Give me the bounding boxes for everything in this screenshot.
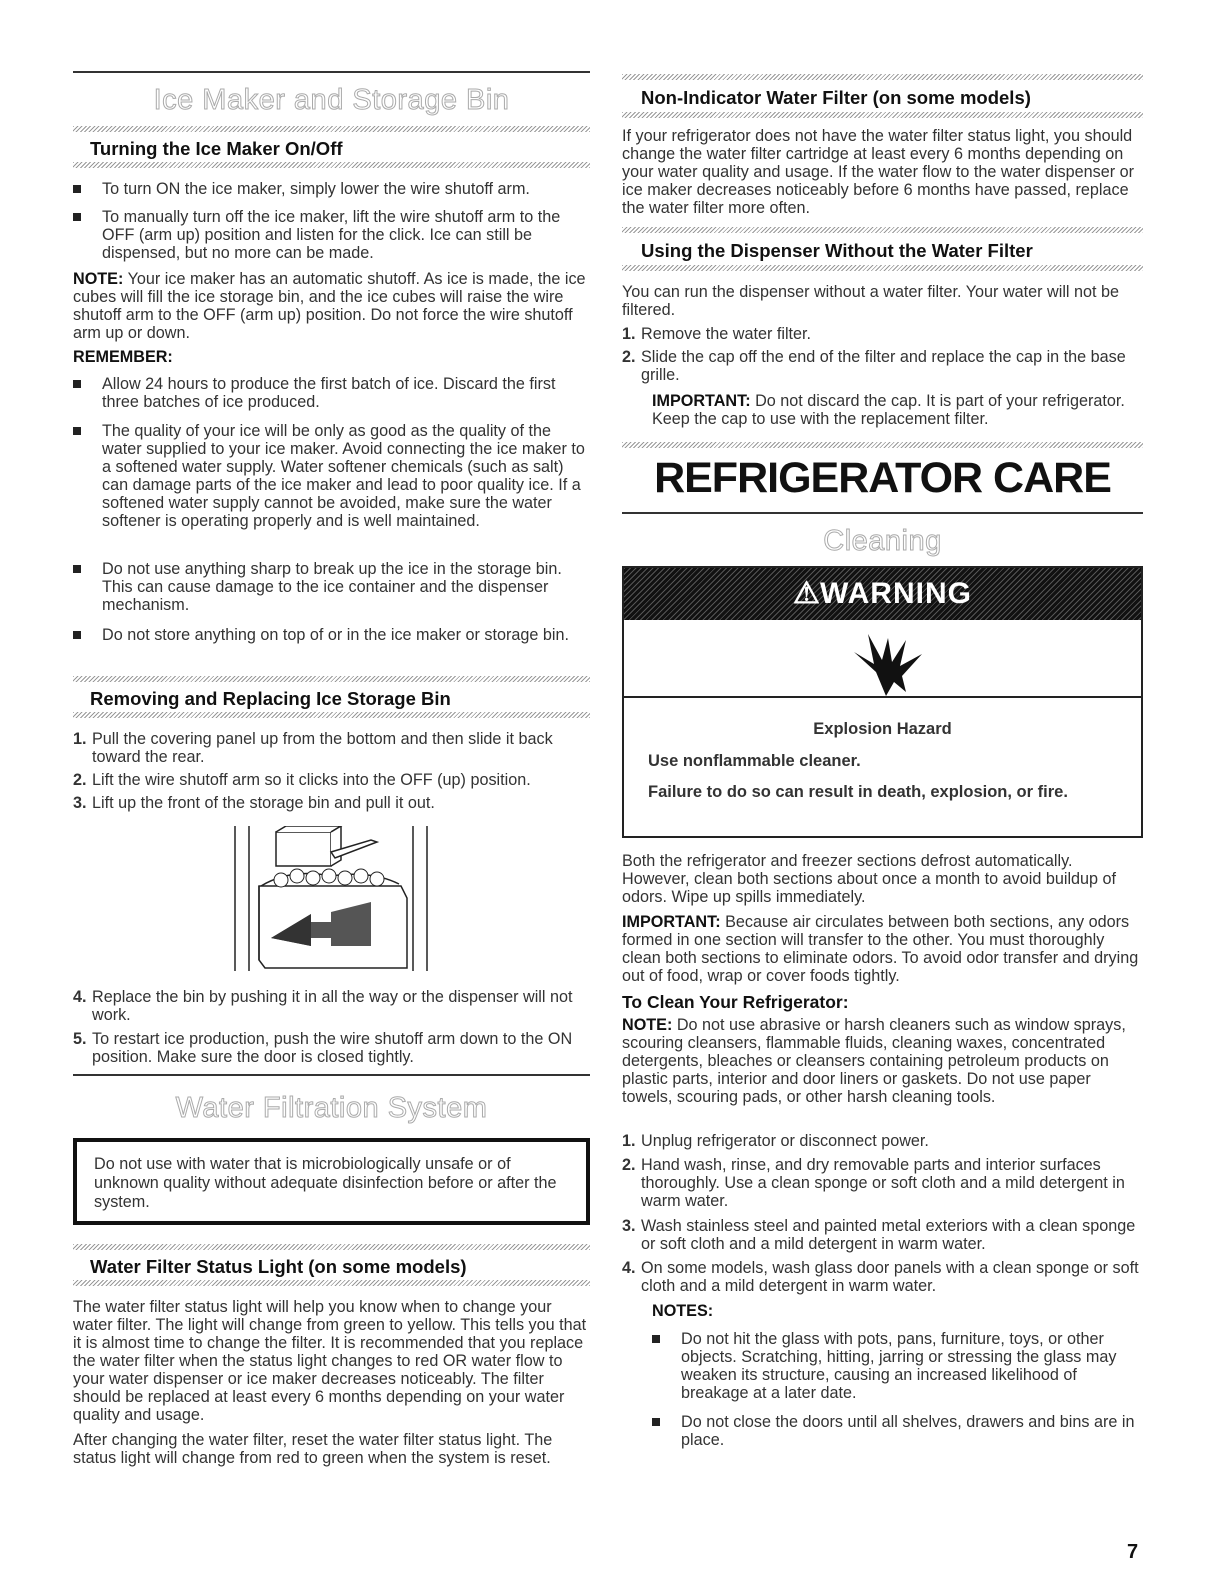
hatch-rule [73, 676, 590, 682]
warning-line-1: Use nonflammable cleaner. [648, 752, 861, 770]
hatch-rule [73, 1280, 590, 1286]
bullet-icon [73, 631, 81, 639]
bullet-icon [652, 1418, 660, 1426]
step-item: 2. Slide the cap off the end of the filter and replace the cap in the base grille. [622, 348, 1126, 384]
status-reset-paragraph: After changing the water filter, reset the water filter status light. The status light will change from red to green when the system is reset. [73, 1431, 553, 1467]
section-title-cleaning: Cleaning [823, 525, 942, 557]
warning-icon: ⚠ [793, 577, 820, 610]
cleaning-important-paragraph: IMPORTANT: Because air circulates between both sections, any odors formed in one section will transfer to the other. You must thoroughly clean both sections to eliminate odors. To avoid odor transfer and drying out of food, wrap or cover foods tightly. [622, 913, 1139, 985]
note-paragraph: NOTE: Your ice maker has an automatic shutoff. As ice is made, the ice cubes will fill the ice storage bin, and the ice cubes will raise the wire shutoff arm to the OFF (arm up) position. Do not force the wire shutoff arm up or down. [73, 270, 586, 342]
heading-removing-bin: Removing and Replacing Ice Storage Bin [90, 688, 451, 709]
remember-label: REMEMBER: [73, 348, 173, 366]
step-item: 3. Lift up the front of the storage bin and pull it out. [73, 794, 435, 812]
section-rule [73, 1074, 590, 1076]
filtration-warning-text: Do not use with water that is microbiologically unsafe or of unknown quality without adequate disinfection before or after the system. [94, 1155, 557, 1211]
section-rule [622, 512, 1143, 514]
hatch-rule [622, 227, 1143, 233]
bullet-icon [73, 380, 81, 388]
cleaning-note-paragraph: NOTE: Do not use abrasive or harsh cleaners such as window sprays, scouring cleansers, flammable fluids, cleaning waxes, concentrated detergents, bleaches or cleansers containing petroleum products on plastic parts, interior and door liners or gaskets. Do not use paper towels, scouring pads, or other harsh cleaning tools. [622, 1016, 1126, 1106]
hatch-rule [73, 1244, 590, 1250]
step-item: 1. Pull the covering panel up from the bottom and then slide it back toward the rear. [73, 730, 553, 766]
list-item: Do not use anything sharp to break up the ice in the storage bin. This can cause damage to the ice container and the dispenser mechanism. [73, 560, 590, 614]
bullet-icon [73, 185, 81, 193]
list-item: Do not close the doors until all shelves, drawers and bins are in place. [652, 1413, 1143, 1449]
heading-status-light: Water Filter Status Light (on some models) [90, 1256, 467, 1277]
bullet-icon [652, 1335, 660, 1343]
warning-box [622, 566, 1143, 838]
step-item: 1. Unplug refrigerator or disconnect power. [622, 1132, 929, 1150]
page-section-title: REFRIGERATOR CARE [654, 454, 1111, 502]
page-number: 7 [1127, 1541, 1139, 1563]
list-item: Allow 24 hours to produce the first batch of ice. Discard the first three batches of ice produced. [73, 375, 590, 411]
hatch-rule [622, 442, 1143, 448]
filtration-warning-box [73, 1138, 590, 1225]
hatch-rule [73, 712, 590, 718]
bullet-icon [73, 427, 81, 435]
section-rule [73, 71, 590, 73]
non-indicator-paragraph: If your refrigerator does not have the water filter status light, you should change the water filter cartridge at least every 6 months depending on your water quality and usage. If the water flow to the water dispenser or ice maker decreases noticeably before 6 months have passed, replace the water filter more often. [622, 127, 1134, 217]
list-item: To manually turn off the ice maker, lift the wire shutoff arm to the OFF (arm up) position and listen for the click. Ice can still be dispensed, but no more can be made. [73, 208, 590, 262]
heading-without-filter: Using the Dispenser Without the Water Filter [641, 240, 1033, 261]
section-title-ice-maker: Ice Maker and Storage Bin [153, 84, 510, 116]
warning-line-2: Failure to do so can result in death, explosion, or fire. [648, 783, 1068, 801]
cleaning-intro-paragraph: Both the refrigerator and freezer sections defrost automatically. However, clean both sections about once a month to avoid buildup of odors. Wipe up spills immediately. [622, 852, 1117, 906]
heading-ice-maker-onoff: Turning the Ice Maker On/Off [90, 138, 343, 159]
status-light-paragraph: The water filter status light will help you know when to change your water filter. The light will change from green to yellow. This tells you that it is almost time to change the filter. It is recommended that you replace the water filter when the status light changes to red OR water flow to your water dispenser or ice maker decreases noticeably. The filter should be replaced at least every 6 months depending on your water quality and usage. [73, 1298, 587, 1424]
list-item: Do not store anything on top of or in the ice maker or storage bin. [73, 626, 590, 644]
without-filter-paragraph: You can run the dispenser without a water filter. Your water will not be filtered. [622, 283, 1120, 319]
hatch-rule [73, 162, 590, 168]
hatch-rule [622, 74, 1143, 80]
step-item: 4. Replace the bin by pushing it in all the way or the dispenser will not work. [73, 988, 573, 1024]
section-title-water-filtration: Water Filtration System [175, 1092, 488, 1124]
step-item: 4. On some models, wash glass door panels with a clean sponge or soft cloth and a mild detergent in warm water. [622, 1259, 1139, 1295]
list-item: To turn ON the ice maker, simply lower the wire shutoff arm. [73, 180, 590, 198]
hatch-rule [73, 126, 590, 132]
bullet-icon [73, 565, 81, 573]
to-clean-heading: To Clean Your Refrigerator: [622, 992, 849, 1012]
warning-banner [624, 568, 1141, 620]
list-item: The quality of your ice will be only as good as the quality of the water supplied to your ice maker. Avoid connecting the ice maker to a softened water supply. Water softener chemicals (such as salt) can damage parts of the ice maker and lead to poor quality ice. If a softened water supply cannot be avoided, make sure the water softener is operating properly and is well maintained. [73, 422, 590, 530]
warning-divider [624, 696, 1141, 698]
ice-bin-illustration [231, 826, 431, 974]
step-item: 5. To restart ice production, push the wire shutoff arm down to the ON position. Make sure the door is closed tightly. [73, 1030, 573, 1066]
explosion-icon [846, 632, 926, 696]
hatch-rule [622, 112, 1143, 118]
notes-label: NOTES: [652, 1302, 714, 1320]
hatch-rule [622, 265, 1143, 271]
hazard-title: Explosion Hazard [813, 720, 952, 738]
important-paragraph: IMPORTANT: Do not discard the cap. It is part of your refrigerator. Keep the cap to use with the replacement filter. [652, 392, 1125, 428]
step-item: 2. Hand wash, rinse, and dry removable parts and interior surfaces thoroughly. Use a clean sponge or soft cloth and a mild detergent in warm water. [622, 1156, 1125, 1210]
list-item: Do not hit the glass with pots, pans, furniture, toys, or other objects. Scratching, hitting, jarring or stressing the glass may weaken its structure, causing an increased likelihood of breakage at a later date. [652, 1330, 1143, 1402]
heading-non-indicator: Non-Indicator Water Filter (on some models) [641, 87, 1031, 108]
step-item: 3. Wash stainless steel and painted metal exteriors with a clean sponge or soft cloth and a mild detergent in warm water. [622, 1217, 1136, 1253]
step-item: 1. Remove the water filter. [622, 325, 812, 343]
step-item: 2. Lift the wire shutoff arm so it clicks into the OFF (up) position. [73, 771, 531, 789]
warning-banner-text: WARNING [819, 577, 972, 610]
bullet-icon [73, 213, 81, 221]
